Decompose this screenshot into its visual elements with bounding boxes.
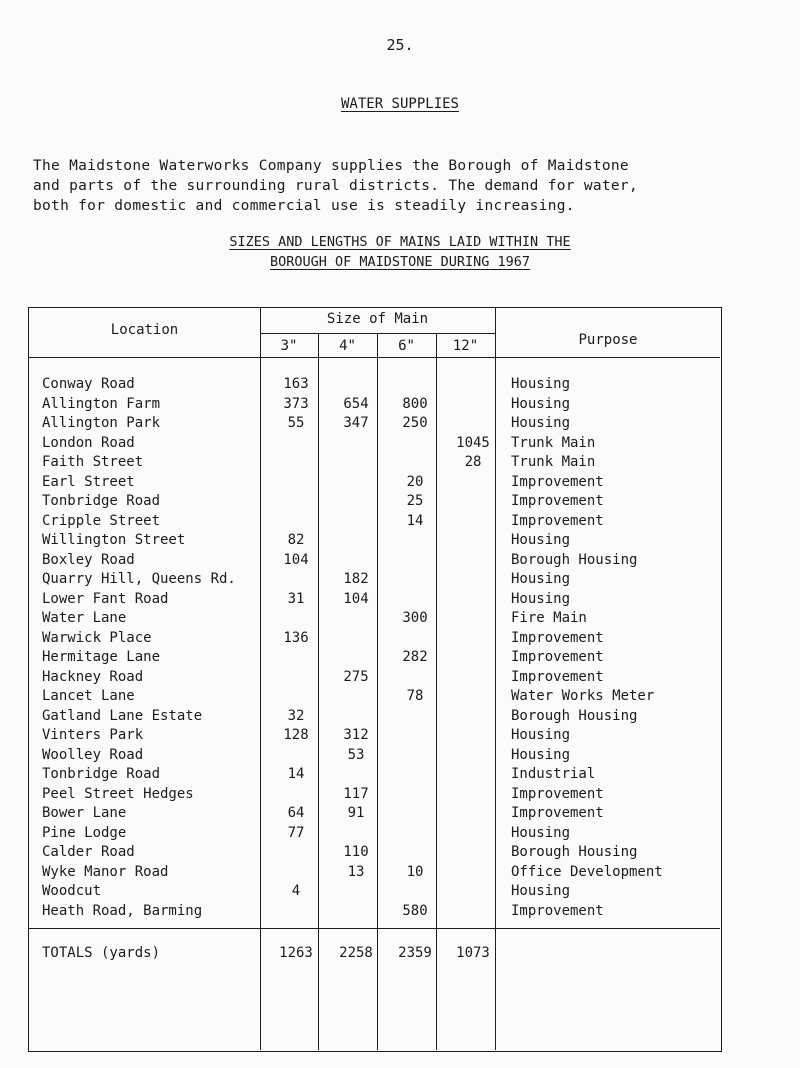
total-3in: 1263 [279,945,313,961]
table-row [29,824,723,844]
purpose-cell: Trunk Main [511,434,596,451]
location-cell: Faith Street [42,454,144,470]
table-row [29,434,723,454]
location-cell: Wyke Manor Road [42,863,169,880]
header-size-4in: 4" [339,338,356,354]
totals-row [29,930,723,970]
page-number: 25. [386,36,414,54]
header-location: Location [110,322,179,338]
mains-table [28,307,722,1052]
table-row [29,726,723,746]
table-row [29,668,723,688]
location-cell: Quarry Hill, Queens Rd. [42,571,236,587]
size-4in-cell: 182 [343,571,369,587]
table-row [29,375,723,395]
intro-line: both for domestic and commercial use is steadily increasing. [33,198,575,214]
size-4in-cell: 117 [343,785,369,802]
purpose-cell: Improvement [511,493,604,509]
location-cell: Hackney Road [42,668,144,685]
purpose-cell: Improvement [511,785,604,802]
location-cell: Water Lane [42,610,127,626]
total-12in: 1073 [456,945,490,961]
size-6in-cell: 300 [402,610,428,626]
table-row [29,609,723,629]
location-cell: London Road [42,434,135,451]
purpose-cell: Housing [511,590,571,607]
purpose-cell: Industrial [511,766,596,782]
location-cell: Willington Street [42,532,186,548]
purpose-cell: Improvement [511,629,604,646]
purpose-cell: Housing [511,415,571,431]
total-4in: 2258 [339,945,373,961]
size-4in-cell: 347 [343,415,369,431]
table-row [29,804,723,824]
purpose-cell: Fire Main [511,610,587,626]
location-cell: Cripple Street [42,512,161,529]
location-cell: Earl Street [42,473,135,490]
table-row [29,590,723,610]
location-cell: Pine Lodge [42,824,127,841]
table-row [29,648,723,668]
location-cell: Gatland Lane Estate [42,707,203,724]
table-row [29,902,723,922]
table-row [29,395,723,415]
location-cell: Peel Street Hedges [42,785,194,802]
purpose-cell: Improvement [511,902,604,919]
size-3in-cell: 55 [287,415,305,431]
location-cell: Woodcut [42,883,102,899]
size-4in-cell: 654 [343,395,369,412]
table-row [29,785,723,805]
size-12in-cell: 28 [464,454,482,470]
size-3in-cell: 373 [283,395,309,412]
location-cell: Boxley Road [42,551,135,568]
purpose-cell: Housing [511,376,571,392]
size-6in-cell: 25 [406,493,424,509]
table-row [29,414,723,434]
table-row [29,746,723,766]
header-size-12in: 12" [452,338,479,354]
location-cell: Lower Fant Road [42,590,169,607]
location-cell: Woolley Road [42,746,144,763]
size-3in-cell: 82 [287,532,305,548]
table-row [29,707,723,727]
size-4in-cell: 312 [343,727,369,743]
header-size-of-main: Size of Main [326,311,429,327]
purpose-cell: Borough Housing [511,707,638,724]
size-3in-cell: 14 [287,766,305,782]
table-row [29,570,723,590]
table-title [0,232,800,272]
purpose-cell: Improvement [511,805,604,821]
header-divider [29,357,720,358]
location-cell: Hermitage Lane [42,649,161,665]
purpose-cell: Improvement [511,668,604,685]
table-title-line: SIZES AND LENGTHS OF MAINS LAID WITHIN THE [229,234,571,250]
purpose-cell: Housing [511,883,571,899]
table-title-line: BOROUGH OF MAIDSTONE DURING 1967 [269,254,531,270]
location-cell: Calder Road [42,844,135,860]
size-4in-cell: 53 [347,746,365,763]
location-cell: Lancet Lane [42,688,135,704]
purpose-cell: Housing [511,395,571,412]
location-cell: Heath Road, Barming [42,902,203,919]
size-6in-cell: 800 [402,395,428,412]
size-4in-cell: 13 [347,863,365,880]
intro-line: and parts of the surrounding rural districts. The demand for water, [33,178,638,194]
header-purpose: Purpose [578,332,638,348]
purpose-cell: Improvement [511,473,604,490]
purpose-cell: Improvement [511,512,604,529]
size-4in-cell: 104 [343,590,369,607]
size-4in-cell: 110 [343,844,369,860]
size-6in-cell: 14 [406,512,424,529]
purpose-cell: Housing [511,824,571,841]
location-cell: Tonbridge Road [42,766,161,782]
table-row [29,843,723,863]
purpose-cell: Housing [511,571,571,587]
header-size-3in: 3" [280,338,298,354]
purpose-cell: Housing [511,746,571,763]
table-row [29,492,723,512]
location-cell: Allington Farm [42,395,161,412]
table-row [29,512,723,532]
size-6in-cell: 20 [406,473,424,490]
purpose-cell: Water Works Meter [511,688,655,704]
table-row [29,863,723,883]
page-title-text: WATER SUPPLIES [340,96,459,112]
location-cell: Allington Park [42,415,161,431]
size-6in-cell: 282 [402,649,428,665]
table-body [29,375,723,921]
purpose-cell: Housing [511,727,571,743]
size-3in-cell: 163 [283,376,309,392]
purpose-cell: Trunk Main [511,454,596,470]
size-12in-cell: 1045 [456,434,490,451]
size-3in-cell: 32 [287,707,305,724]
size-3in-cell: 31 [287,590,305,607]
table-row [29,765,723,785]
purpose-cell: Office Development [511,863,663,880]
table-row [29,551,723,571]
table-row [29,882,723,902]
header-size-6in: 6" [398,338,415,354]
totals-label: TOTALS (yards) [42,945,161,961]
table-row [29,473,723,493]
page-title [0,96,800,112]
size-6in-cell: 10 [406,863,424,880]
size-4in-cell: 91 [347,805,365,821]
purpose-cell: Borough Housing [511,844,638,860]
location-cell: Conway Road [42,376,135,392]
location-cell: Warwick Place [42,629,152,646]
size-3in-cell: 77 [287,824,305,841]
table-row [29,629,723,649]
purpose-cell: Borough Housing [511,551,638,568]
size-3in-cell: 128 [283,727,309,743]
total-6in: 2359 [398,945,432,961]
location-cell: Tonbridge Road [42,493,161,509]
intro-paragraph [33,156,773,216]
size-3in-cell: 64 [287,805,305,821]
intro-line: The Maidstone Waterworks Company supplies the Borough of Maidstone [33,158,629,174]
size-4in-cell: 275 [343,668,369,685]
size-6in-cell: 78 [406,688,424,704]
size-3in-cell: 104 [283,551,309,568]
size-3in-cell: 4 [291,883,301,899]
purpose-cell: Improvement [511,649,604,665]
size-3in-cell: 136 [283,629,309,646]
table-row [29,531,723,551]
purpose-cell: Housing [511,532,571,548]
header-divider [260,333,495,334]
size-6in-cell: 580 [402,902,428,919]
table-row [29,687,723,707]
table-row [29,453,723,473]
size-6in-cell: 250 [402,415,428,431]
totals-divider [29,928,720,929]
location-cell: Bower Lane [42,805,127,821]
location-cell: Vinters Park [42,727,144,743]
